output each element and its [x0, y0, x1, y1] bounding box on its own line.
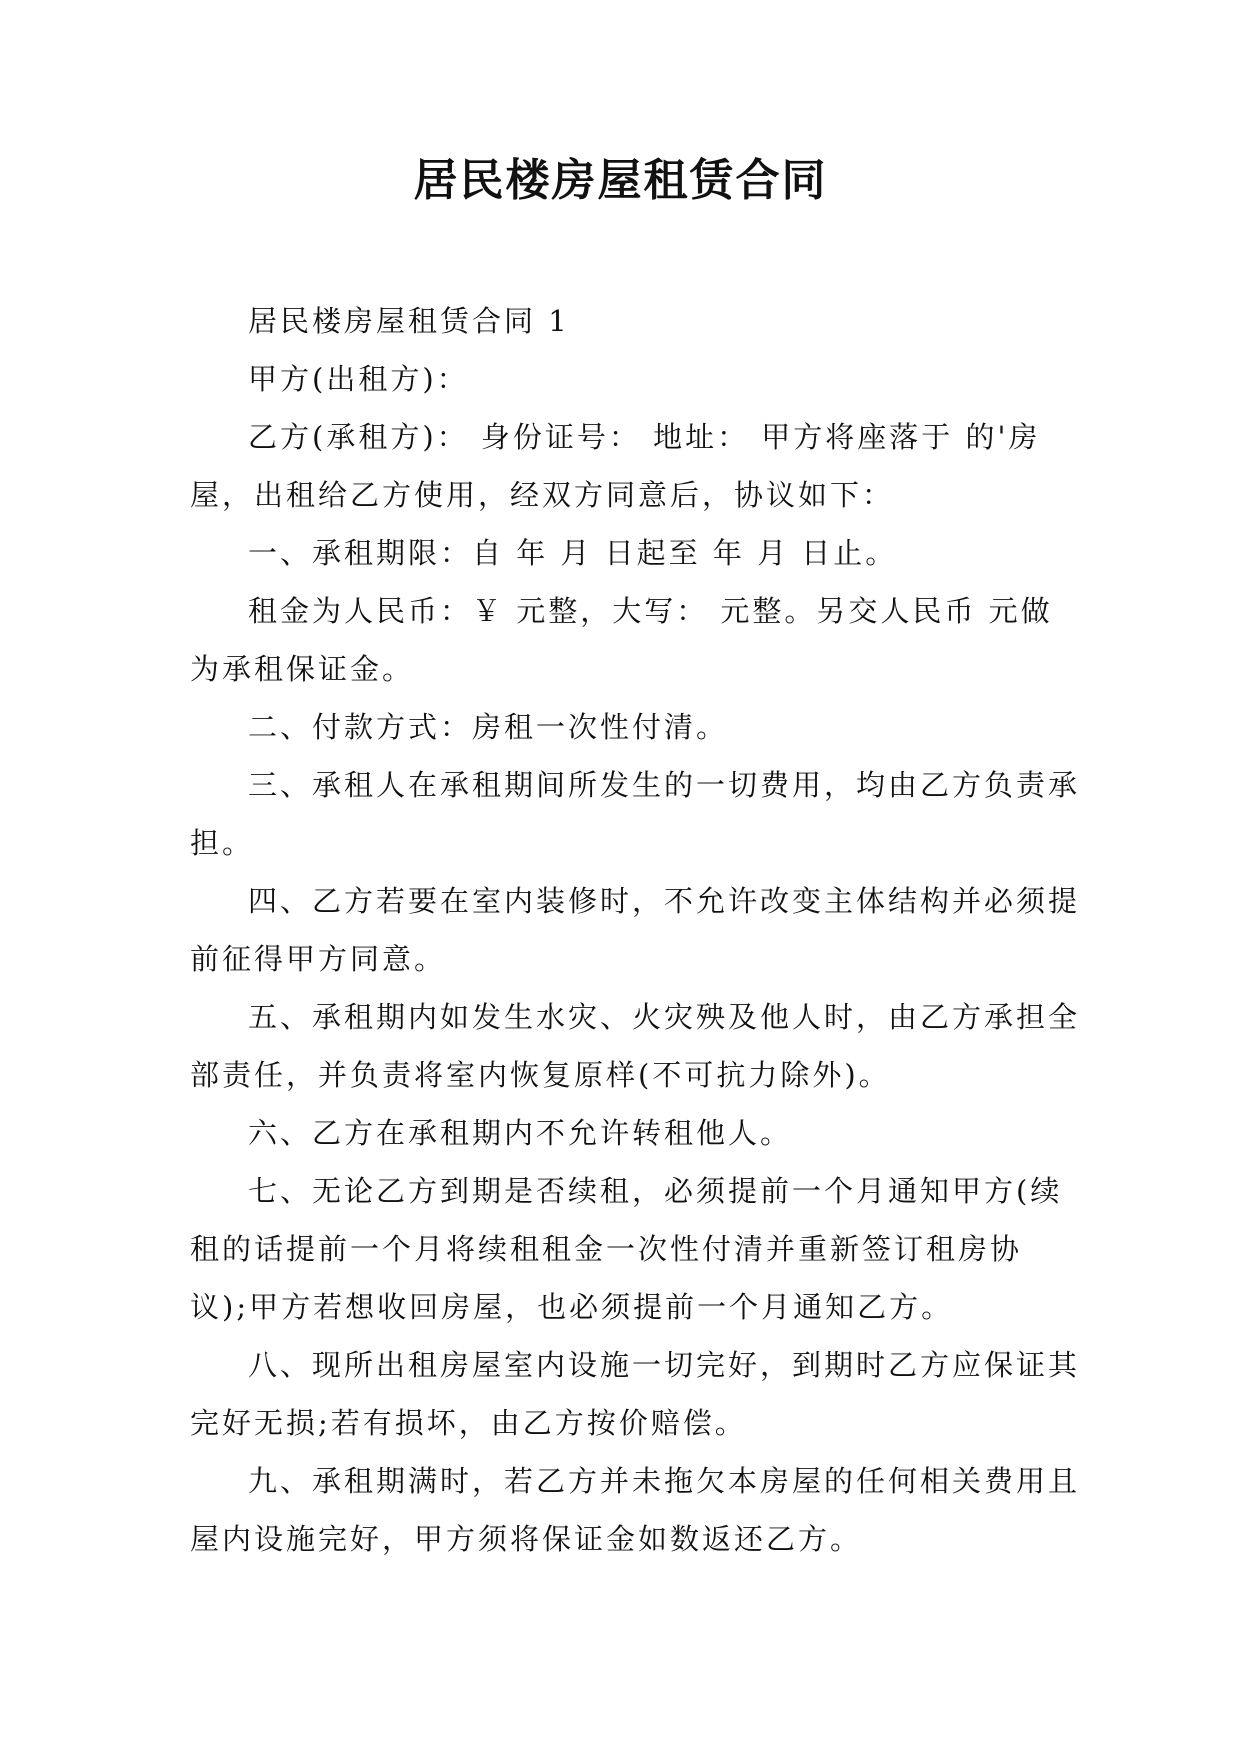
paragraph-term: 一、承租期限：自 年 月 日起至 年 月 日止。	[248, 536, 898, 570]
paragraph-renewal: 七、无论乙方到期是否续租，必须提前一个月通知甲方(续租的话提前一个月将续租租金一次性付清并重新签订租房协议);甲方若想收回房屋，也必须提前一个月通知乙方。	[190, 1174, 1063, 1324]
paragraph-sublet: 六、乙方在承租期内不允许转租他人。	[248, 1116, 793, 1150]
document-body	[190, 292, 1080, 1568]
paragraph-deposit-return: 九、承租期满时，若乙方并未拖欠本房屋的任何相关费用且屋内设施完好，甲方须将保证金如数返还乙方。	[190, 1464, 1081, 1556]
paragraph-party-b: 乙方(承租方)： 身份证号： 地址： 甲方将座落于 的'房屋，出租给乙方使用，经双方同意后，协议如下：	[190, 420, 1041, 512]
paragraph-heading: 居民楼房屋租赁合同 1	[248, 304, 570, 338]
paragraph-rent: 租金为人民币：￥ 元整，大写： 元整。另交人民币 元做为承租保证金。	[190, 594, 1053, 686]
paragraph-expenses: 三、承租人在承租期间所发生的一切费用，均由乙方负责承担。	[190, 768, 1081, 860]
document-title: 居民楼房屋租赁合同	[413, 155, 828, 206]
paragraph-payment: 二、付款方式：房租一次性付清。	[248, 710, 729, 744]
paragraph-liability: 五、承租期内如发生水灾、火灾殃及他人时，由乙方承担全部责任，并负责将室内恢复原样(不可抗力除外)。	[190, 1000, 1081, 1092]
paragraph-party-a: 甲方(出租方)：	[248, 362, 469, 396]
paragraph-facilities: 八、现所出租房屋室内设施一切完好，到期时乙方应保证其完好无损;若有损坏，由乙方按价赔偿。	[190, 1348, 1081, 1440]
paragraph-renovation: 四、乙方若要在室内装修时，不允许改变主体结构并必须提前征得甲方同意。	[190, 884, 1081, 976]
